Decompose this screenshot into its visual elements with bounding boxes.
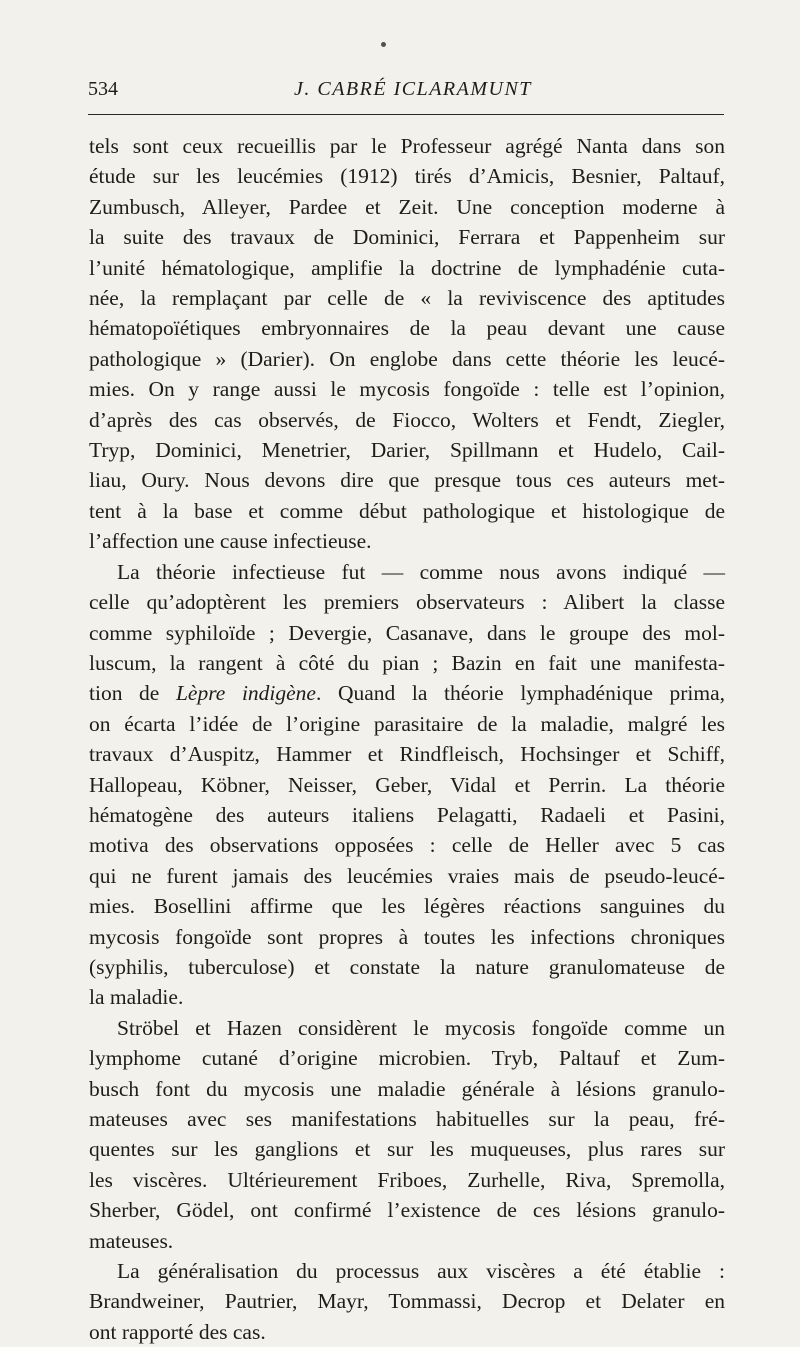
page-header bbox=[88, 78, 724, 112]
text-line: mies. Bosellini affirme que les légères réactions sanguines du bbox=[89, 894, 725, 919]
text-line: pathologique » (Darier). On englobe dans cette théorie les leucé- bbox=[89, 346, 725, 371]
text-line: celle qu’adoptèrent les premiers observateurs : Alibert la classe bbox=[89, 590, 725, 615]
text-line: hématogène des auteurs italiens Pelagatti, Radaeli et Pasini, bbox=[89, 802, 725, 827]
text-line: quentes sur les ganglions et sur les muqueuses, plus rares sur bbox=[89, 1137, 725, 1162]
text-line: Zumbusch, Alleyer, Pardee et Zeit. Une conception moderne à bbox=[89, 194, 725, 219]
text-line: étude sur les leucémies (1912) tirés d’Amicis, Besnier, Paltauf, bbox=[89, 164, 725, 189]
text-line: comme syphiloïde ; Devergie, Casanave, dans le groupe des mol- bbox=[89, 620, 725, 645]
text-line: mies. On y range aussi le mycosis fongoïde : telle est l’opinion, bbox=[89, 377, 725, 402]
text-line: l’unité hématologique, amplifie la doctrine de lymphadénie cuta- bbox=[89, 255, 725, 280]
text-line: Sherber, Gödel, ont confirmé l’existence de ces lésions granulo- bbox=[89, 1198, 725, 1223]
text-line: luscum, la rangent à côté du pian ; Bazin en fait une manifesta- bbox=[89, 650, 725, 675]
text-line: tent à la base et comme début pathologique et histologique de bbox=[89, 498, 725, 523]
text-line: Ströbel et Hazen considèrent le mycosis fongoïde comme un bbox=[117, 1015, 725, 1040]
text-line: busch font du mycosis une maladie générale à lésions granulo- bbox=[89, 1076, 725, 1101]
text-line: la maladie. bbox=[89, 985, 184, 1010]
text-line: qui ne furent jamais des leucémies vraies mais de pseudo-leucé- bbox=[89, 863, 725, 888]
text-line: mateuses. bbox=[89, 1228, 174, 1253]
text-line: La généralisation du processus aux viscères a été établie : bbox=[117, 1259, 725, 1284]
body-text bbox=[89, 131, 725, 1347]
text-line: d’après des cas observés, de Fiocco, Wolters et Fendt, Ziegler, bbox=[89, 407, 725, 432]
text-line: Hallopeau, Köbner, Neisser, Geber, Vidal et Perrin. La théorie bbox=[89, 772, 725, 797]
text-line: ont rapporté des cas. bbox=[89, 1319, 266, 1344]
text-line: La théorie infectieuse fut — comme nous avons indiqué — bbox=[117, 559, 725, 584]
text-line: mateuses avec ses manifestations habituelles sur la peau, fré- bbox=[89, 1107, 725, 1131]
text-line: tion de Lèpre indigène. Quand la théorie lymphadénique prima, bbox=[89, 681, 725, 706]
text-line: l’affection une cause infectieuse. bbox=[89, 529, 372, 554]
text-line: mycosis fongoïde sont propres à toutes les infections chroniques bbox=[89, 924, 725, 949]
page-number: 534 bbox=[88, 78, 118, 100]
text-line: les viscères. Ultérieurement Friboes, Zurhelle, Riva, Spremolla, bbox=[89, 1167, 725, 1192]
text-line: la suite des travaux de Dominici, Ferrara et Pappenheim sur bbox=[89, 225, 725, 250]
paragraph bbox=[89, 1256, 725, 1347]
ink-speck bbox=[381, 42, 386, 47]
paragraph bbox=[89, 557, 725, 1013]
text-line: tels sont ceux recueillis par le Professeur agrégé Nanta dans son bbox=[89, 134, 725, 158]
paragraph bbox=[89, 131, 725, 557]
running-title: J. CABRÉ ICLARAMUNT bbox=[294, 78, 532, 100]
text-line: on écarta l’idée de l’origine parasitaire de la maladie, malgré les bbox=[89, 711, 725, 736]
text-line: hématopoïétiques embryonnaires de la peau devant une cause bbox=[89, 316, 725, 341]
text-line: Tryp, Dominici, Menetrier, Darier, Spillmann et Hudelo, Cail- bbox=[89, 438, 725, 463]
text-line: travaux d’Auspitz, Hammer et Rindfleisch, Hochsinger et Schiff, bbox=[89, 742, 725, 767]
text-line: lymphome cutané d’origine microbien. Tryb, Paltauf et Zum- bbox=[89, 1046, 725, 1071]
text-line: (syphilis, tuberculose) et constate la nature granulomateuse de bbox=[89, 954, 725, 979]
text-line: motiva des observations opposées : celle de Heller avec 5 cas bbox=[89, 833, 725, 858]
header-rule bbox=[88, 114, 724, 115]
text-line: née, la remplaçant par celle de « la reviviscence des aptitudes bbox=[89, 286, 725, 311]
text-line: Brandweiner, Pautrier, Mayr, Tommassi, Decrop et Delater en bbox=[89, 1289, 725, 1314]
text-line: liau, Oury. Nous devons dire que presque tous ces auteurs met- bbox=[89, 468, 725, 493]
paragraph bbox=[89, 1013, 725, 1256]
